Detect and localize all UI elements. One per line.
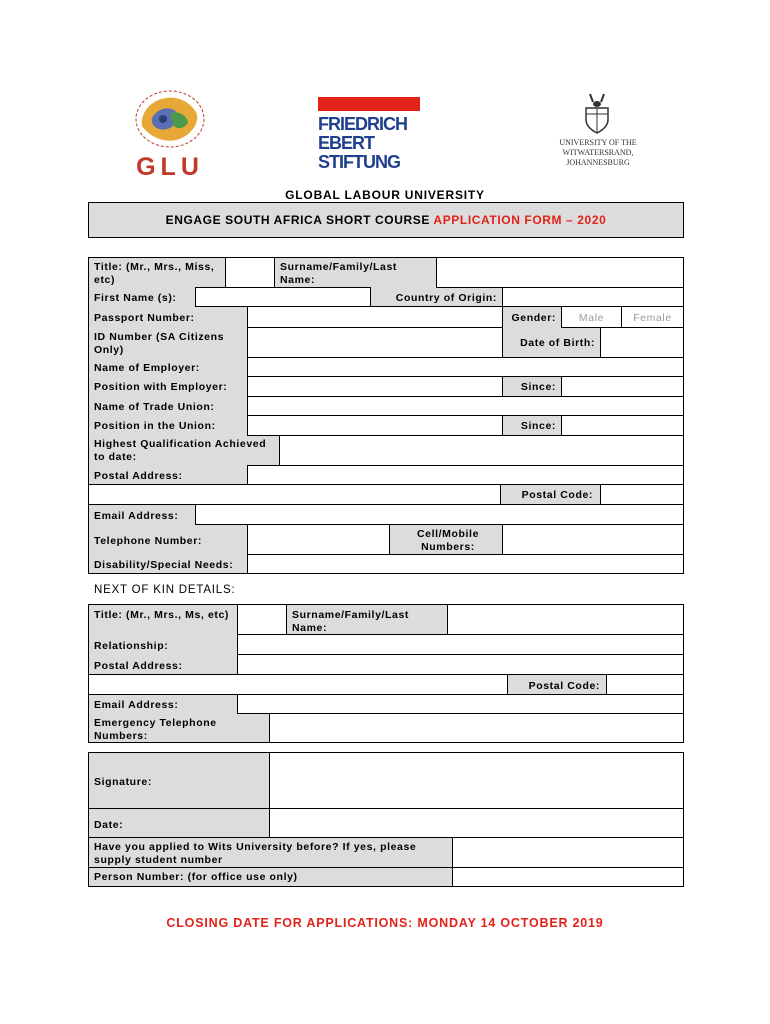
position-employer-field[interactable] [247,376,503,397]
signature-field[interactable] [269,752,684,809]
male-label: Male [578,312,605,324]
kin-postal-code-field[interactable] [606,674,684,695]
wits-line-3: JOHANNESBURG [566,158,630,167]
email-label: Email Address: [94,510,179,522]
cell-label: Cell/Mobile Numbers: [416,528,480,553]
id-number-label: ID Number (SA Citizens Only) [94,331,225,356]
wits-question-label: Have you applied to Wits University before? If yes, please supply student number [94,841,417,866]
fes-line-1: FRIEDRICH [318,114,407,134]
postal-code-label-text: Postal Code: [521,489,593,501]
kin-postal-address-label: Postal Address: [94,660,183,672]
relationship-label: Relationship: [94,640,169,652]
surname-field[interactable] [436,257,684,288]
kin-title-field[interactable] [237,604,287,635]
since-employer-field[interactable] [561,376,684,397]
passport-label: Passport Number: [94,312,195,324]
disability-field[interactable] [247,554,684,574]
gender-female-option[interactable] [621,306,684,328]
postal-address-field-1[interactable] [247,465,684,485]
qualification-label: Highest Qualification Achieved to date: [94,438,267,463]
glu-wordmark: GLU [136,153,204,181]
title-field[interactable] [225,257,275,288]
glu-logo [130,88,210,181]
since-union-label: Since: [520,420,556,432]
emergency-label: Emergency Telephone Numbers: [94,717,217,742]
kin-postal-address-field-1[interactable] [237,654,684,675]
since-union-field[interactable] [561,415,684,436]
employer-label: Name of Employer: [94,362,200,374]
position-employer-label: Position with Employer: [94,381,228,393]
disability-label: Disability/Special Needs: [94,559,234,571]
dob-label: Date of Birth: [520,337,595,349]
surname-label: Surname/Family/Last Name: [280,261,398,286]
telephone-field[interactable] [247,524,390,555]
dob-field[interactable] [600,327,684,358]
person-number-field[interactable] [452,867,684,887]
first-name-label: First Name (s): [94,292,177,304]
postal-address-label: Postal Address: [94,470,183,482]
kin-title-label: Title: (Mr., Mrs., Ms, etc) [94,609,230,621]
id-number-field[interactable] [247,327,503,358]
wits-line-2: WITWATERSRAND, [562,148,634,157]
gender-label: Gender: [511,312,556,324]
kin-surname-label: Surname/Family/Last Name: [292,609,410,634]
date-field[interactable] [269,808,684,838]
wits-logo [548,92,648,174]
form-title-highlight: APPLICATION FORM – 2020 [433,213,607,227]
position-union-field[interactable] [247,415,503,436]
trade-union-field[interactable] [247,396,684,416]
since-employer-label: Since: [520,381,556,393]
wits-line-1: UNIVERSITY OF THE [559,138,637,147]
passport-field[interactable] [247,306,503,328]
position-union-label: Position in the Union: [94,420,216,432]
kin-email-label: Email Address: [94,699,179,711]
kin-email-field[interactable] [237,694,684,714]
signature-label: Signature: [94,776,152,788]
wits-crest-icon [582,92,612,134]
gender-male-option[interactable] [561,306,622,328]
date-label: Date: [94,819,124,831]
first-name-field[interactable] [195,287,371,307]
title-label: Title: (Mr., Mrs., Miss, etc) [94,261,215,286]
fes-line-2: EBERT [318,133,375,153]
glu-globe-icon [130,88,210,150]
org-title: GLOBAL LABOUR UNIVERSITY [285,188,485,202]
kin-heading: NEXT OF KIN DETAILS: [94,584,236,596]
kin-surname-field[interactable] [447,604,684,635]
cell-field[interactable] [502,524,684,555]
trade-union-label: Name of Trade Union: [94,401,215,413]
student-number-field[interactable] [452,837,684,868]
country-field[interactable] [502,287,684,307]
form-title: ENGAGE SOUTH AFRICA SHORT COURSE [165,213,434,227]
employer-field[interactable] [247,357,684,377]
email-field[interactable] [195,504,684,525]
kin-postal-address-field-2[interactable] [88,674,508,695]
postal-code-field[interactable] [600,484,684,505]
country-label: Country of Origin: [395,292,497,304]
female-label: Female [633,312,672,324]
fes-logo [318,97,420,173]
closing-date: CLOSING DATE FOR APPLICATIONS: MONDAY 14 OCTOBER 2019 [166,916,604,930]
emergency-field[interactable] [269,713,684,743]
form-title-box [88,202,684,238]
person-number-label: Person Number: (for office use only) [94,871,298,883]
fes-line-3: STIFTUNG [318,152,400,172]
telephone-label: Telephone Number: [94,535,203,547]
kin-postal-code-label: Postal Code: [528,680,600,692]
relationship-field[interactable] [237,634,684,655]
qualification-field[interactable] [279,435,684,466]
